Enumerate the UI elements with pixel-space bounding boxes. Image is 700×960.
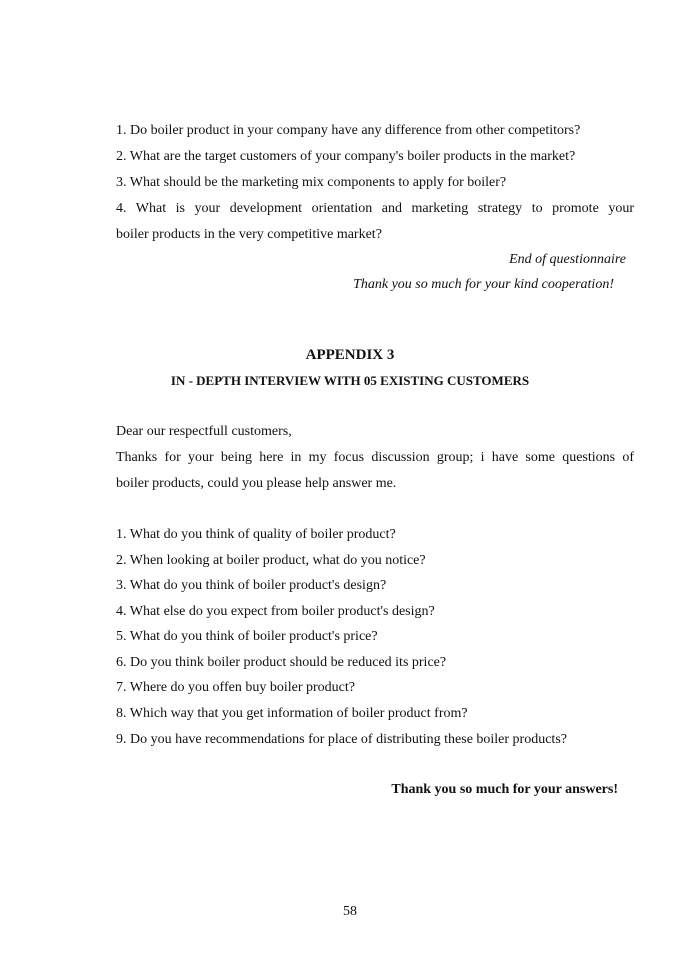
interview-question-5: 5. What do you think of boiler product's price? (116, 629, 378, 644)
thanks-cooperation-note: Thank you so much for your kind cooperation! (353, 277, 614, 292)
question-item-4-continued: boiler products in the very competitive market? (116, 227, 382, 242)
appendix-subtitle: IN - DEPTH INTERVIEW WITH 05 EXISTING CUSTOMERS (170, 373, 530, 388)
interview-question-1: 1. What do you think of quality of boiler product? (116, 527, 396, 542)
interview-question-6: 6. Do you think boiler product should be reduced its price? (116, 655, 447, 670)
intro-line-1: Thanks for your being here in my focus discussion group; i have some questions of (116, 450, 634, 465)
question-item-3: 3. What should be the marketing mix components to apply for boiler? (116, 175, 507, 190)
question-item-2: 2. What are the target customers of your company's boiler products in the market? (116, 149, 576, 164)
interview-question-7: 7. Where do you offen buy boiler product? (116, 680, 355, 695)
closing-thanks: Thank you so much for your answers! (391, 782, 618, 797)
end-of-questionnaire-note: End of questionnaire (509, 252, 626, 267)
interview-question-9: 9. Do you have recommendations for place of distributing these boiler products? (116, 732, 567, 747)
intro-line-2: boiler products, could you please help answer me. (116, 476, 397, 491)
greeting: Dear our respectfull customers, (116, 424, 292, 439)
interview-question-3: 3. What do you think of boiler product's design? (116, 578, 387, 593)
page-number: 58 (343, 904, 357, 919)
question-item-4: 4. What is your development orientation and marketing strategy to promote your (116, 201, 634, 216)
interview-question-2: 2. When looking at boiler product, what do you notice? (116, 553, 426, 568)
interview-question-4: 4. What else do you expect from boiler product's design? (116, 604, 435, 619)
interview-question-8: 8. Which way that you get information of boiler product from? (116, 706, 468, 721)
appendix-title: APPENDIX 3 (305, 347, 395, 363)
question-item-1: 1. Do boiler product in your company have any difference from other competitors? (116, 123, 581, 138)
